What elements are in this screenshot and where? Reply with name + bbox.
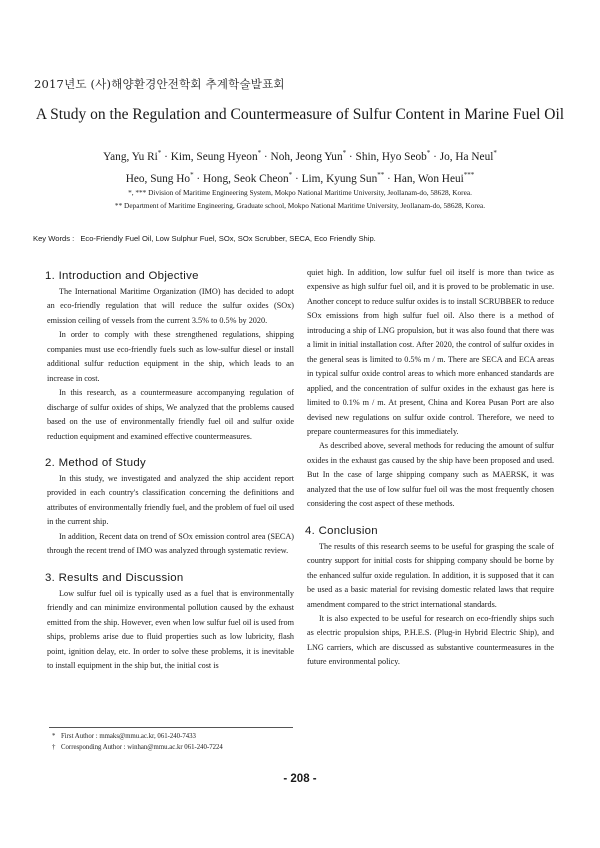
conference-header: 2017년도 (사)해양환경안전학회 추계학술발표회 — [34, 77, 285, 91]
author-affiliation-mark: *** — [463, 170, 475, 179]
footnotes — [52, 731, 223, 753]
author-name: Heo, Sung Ho — [125, 172, 191, 185]
author-affiliation-mark: ** — [377, 170, 385, 179]
footnote-mark: † — [52, 744, 56, 751]
author-separator: · — [261, 150, 271, 163]
author-separator: · — [161, 150, 171, 163]
author-affiliation-mark: * — [426, 149, 431, 157]
footnote-text: Corresponding Author : winhan@mmu.ac.kr 061-240-7224 — [61, 744, 223, 751]
author-separator: · — [384, 172, 394, 185]
paragraph: In this research, as a countermeasure accompanying regulation of discharge of sulfur oxides of ships, We analyzed that the problems caused based on the use of environmentally friendly fuel oil and sulfur oxide reduction equipment and examined effective countermeasures. — [47, 388, 294, 441]
page-number: - 208 - — [283, 773, 317, 785]
author-affiliation-mark: * — [342, 149, 347, 157]
author-name: Hong, Seok Cheon — [203, 172, 289, 185]
section-heading-intro: 1. Introduction and Objective — [45, 270, 199, 282]
left-column — [47, 266, 294, 673]
author-name: Shin, Hyo Seob — [355, 150, 427, 163]
author-affiliation-mark: * — [257, 149, 262, 157]
paragraph: As described above, several methods for reducing the amount of sulfur oxides in the exhaust gas caused by the ship have been proposed and used. But In the case of large shipping company such as MAERSK, it was analyzed that the use of low sulfur fuel oil was the most frequently chosen considering the cost aspect of these methods. — [307, 441, 554, 509]
author-name: Han, Won Heui — [393, 172, 464, 185]
footnote-first-author — [52, 731, 223, 742]
affiliations — [0, 186, 600, 212]
section-heading-results: 3. Results and Discussion — [45, 571, 184, 584]
paper-title: A Study on the Regulation and Countermeasure of Sulfur Content in Marine Fuel Oil — [35, 106, 565, 123]
author-name: Yang, Yu Ri — [103, 150, 158, 163]
paragraph: Low sulfur fuel oil is typically used as a fuel that is environmentally friendly and can minimize environmental pollution caused by the exhaust emitted from the ship. However, even when low sulfur fuel oil is used from ships, problems arise due to fluid properties such as low lubricity, flash point, ignition delay, etc. In order to solve these problems, it is inevitable to install equipment in the ship but, the initial cost is — [47, 588, 294, 670]
footnote-divider — [49, 727, 293, 728]
paragraph: The International Maritime Organization (IMO) has decided to adopt an eco-friendly regulation that will reduce the sulfur oxides (SOx) emission ceiling of vessels from the current 3.5% to 0.5% by 2020. — [47, 287, 294, 325]
section-heading-conclusion: 4. Conclusion — [305, 524, 378, 537]
affiliation-1: *, *** Division of Maritime Engineering System, Mokpo National Maritime University, Jeollanam-do, 58628, Korea. — [128, 188, 472, 197]
paragraph: In order to comply with these strengthened regulations, shipping companies must use eco-friendly fuels such as low-sulfur diesel or install additional sulfur reduction equipment in the ship, which leads to an increase in cost. — [47, 330, 294, 383]
author-name: Kim, Seung Hyeon — [170, 150, 258, 163]
author-affiliation-mark: * — [157, 149, 162, 157]
paragraph: It is also expected to be useful for research on eco-friendly ships such as electric propulsion ships, P.H.E.S. (Plug-in Hybrid Electric Ship), and LNG carriers, which are discussed as substantive countermeasures in the future environmental policy. — [307, 613, 554, 667]
keywords-label: Key Words : — [33, 234, 75, 243]
section-heading-method: 2. Method of Study — [45, 456, 147, 469]
author-line-2 — [0, 166, 600, 188]
paragraph: quiet high. In addition, low sulfur fuel oil itself is more than twice as expensive as high sulfur fuel oil, and it is proved to be problematic in use. Another concept to reduce sulfur oxides is to install SCRUBBER to reduce SOx emissions from high sulfur fuel oil. Also there is a method of introducing a ship of LNG propulsion, but it was also found that there was a limit in initial installation cost. After 2020, the control of sulfur oxides in the general seas is limited to 0.5% m / m. There are SECA and ECA areas in typical sulfur oxide control areas to which more enhanced standards are applied, and the concentration of sulfur oxides in the exhaust gas here is limited to 0.1% m / m. At present, China and Korea Pusan Port are also devised new regulations on sulfur oxide control. Therefore, we need to prepare countermeasures for this immediately. — [307, 268, 554, 436]
author-name: Noh, Jeong Yun — [270, 150, 343, 163]
keywords — [33, 234, 376, 243]
author-separator: · — [430, 150, 440, 163]
author-name: Jo, Ha Neul — [439, 150, 494, 163]
author-affiliation-mark: * — [288, 170, 293, 179]
paragraph: The results of this research seems to be useful for grasping the scale of country support for initial costs for shipping company should be borne by the enhanced sulfur oxide regulation. In addition, it is supposed that it can be used as a basic material for revising domestic related laws that require amendment compared to the strict international standards. — [307, 541, 554, 609]
paragraph: In this study, we investigated and analyzed the ship accident report provided in each country's classification concerning the definitions and attributes of environmentally friendly fuel, and the problem of fuel oil used in the current ship. — [47, 473, 294, 527]
author-affiliation-mark: * — [493, 149, 497, 157]
author-affiliation-mark: * — [190, 170, 194, 179]
footnote-corresponding-author — [52, 742, 223, 753]
footnote-text: First Author : mmaks@mmu.ac.kr, 061-240-7433 — [61, 733, 196, 740]
footnote-mark: * — [52, 733, 56, 740]
affiliation-2: ** Department of Maritime Engineering, Graduate school, Mokpo National Maritime University, Jeollanam-do, 58628, Korea. — [114, 201, 486, 210]
right-column — [307, 266, 554, 670]
author-separator: · — [292, 172, 302, 185]
author-name: Lim, Kyung Sun — [301, 172, 378, 185]
keywords-text: Eco-Friendly Fuel Oil, Low Sulphur Fuel, SOx, SOx Scrubber, SECA, Eco Friendly Ship. — [80, 234, 376, 243]
author-separator: · — [346, 150, 356, 163]
author-separator: · — [193, 172, 203, 185]
author-list — [0, 144, 600, 188]
paragraph: In addition, Recent data on trend of SOx emission control area (SECA) through the recent trend of IMO was analyzed through systematic review. — [47, 531, 294, 556]
author-line-1 — [0, 144, 600, 166]
